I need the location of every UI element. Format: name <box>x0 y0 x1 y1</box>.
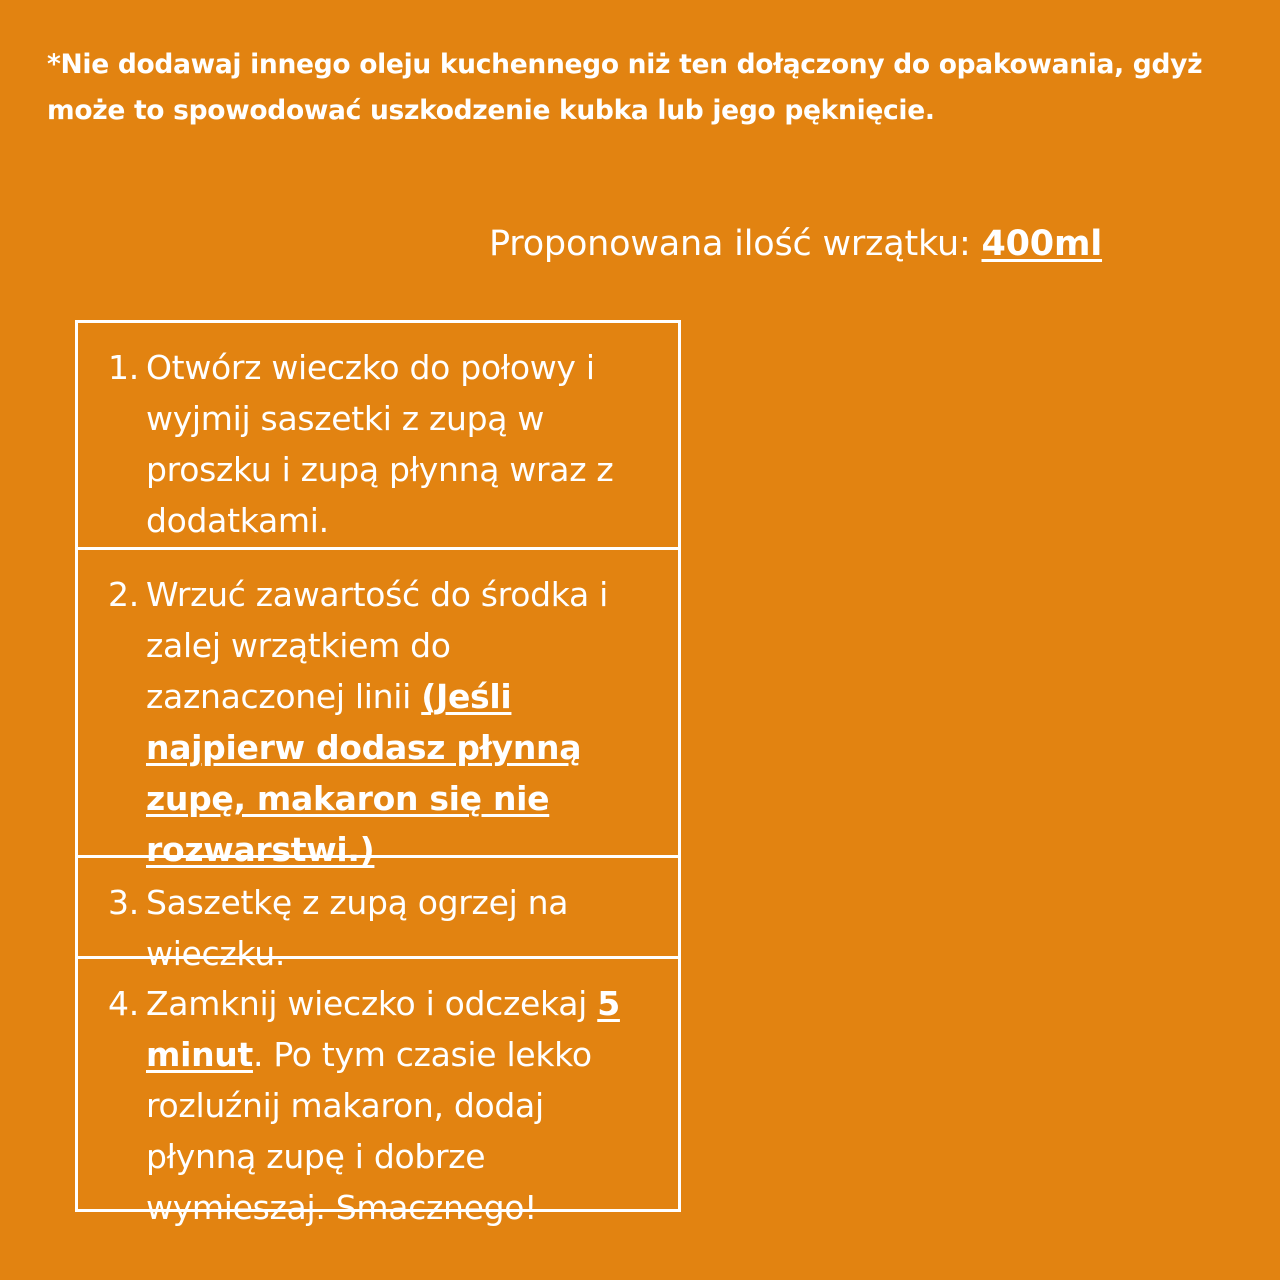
step-4 <box>78 956 678 1227</box>
step-emphasis-note: (Jeśli najpierw dodasz płynną zupę, makaron się nie rozwarstwi.) <box>146 677 582 869</box>
step-emphasis-time: 5 minut <box>146 984 620 1074</box>
step-number: 3. <box>108 883 139 922</box>
step-text: Wrzuć zawartość do środka i zalej wrzątkiem do zaznaczonej linii <box>146 575 608 716</box>
water-amount-line <box>489 218 1102 270</box>
step-3 <box>78 855 678 973</box>
step-text: Saszetkę z zupą ogrzej na wieczku. <box>146 883 569 973</box>
instruction-steps <box>75 320 681 1227</box>
step-number: 1. <box>108 348 139 387</box>
water-amount-label: Proponowana ilość wrzątku: <box>489 224 982 264</box>
step-1 <box>78 323 678 547</box>
step-number: 4. <box>108 984 139 1023</box>
step-text: Otwórz wieczko do połowy i wyjmij saszetki z zupą w proszku i zupą płynną wraz z dodatkami. <box>146 348 614 540</box>
step-2 <box>78 547 678 869</box>
water-amount-value: 400ml <box>981 224 1103 264</box>
step-text-after: . Po tym czasie lekko rozluźnij makaron, dodaj płynną zupę i dobrze wymieszaj. Smacznego! <box>146 1035 592 1227</box>
oil-warning: *Nie dodawaj innego oleju kuchennego niż ten dołączony do opakowania, gdyż może to spowodować uszkodzenie kubka lub jego pęknięcie. <box>47 49 1203 126</box>
step-number: 2. <box>108 575 139 614</box>
step-text: Zamknij wieczko i odczekaj <box>146 984 598 1023</box>
